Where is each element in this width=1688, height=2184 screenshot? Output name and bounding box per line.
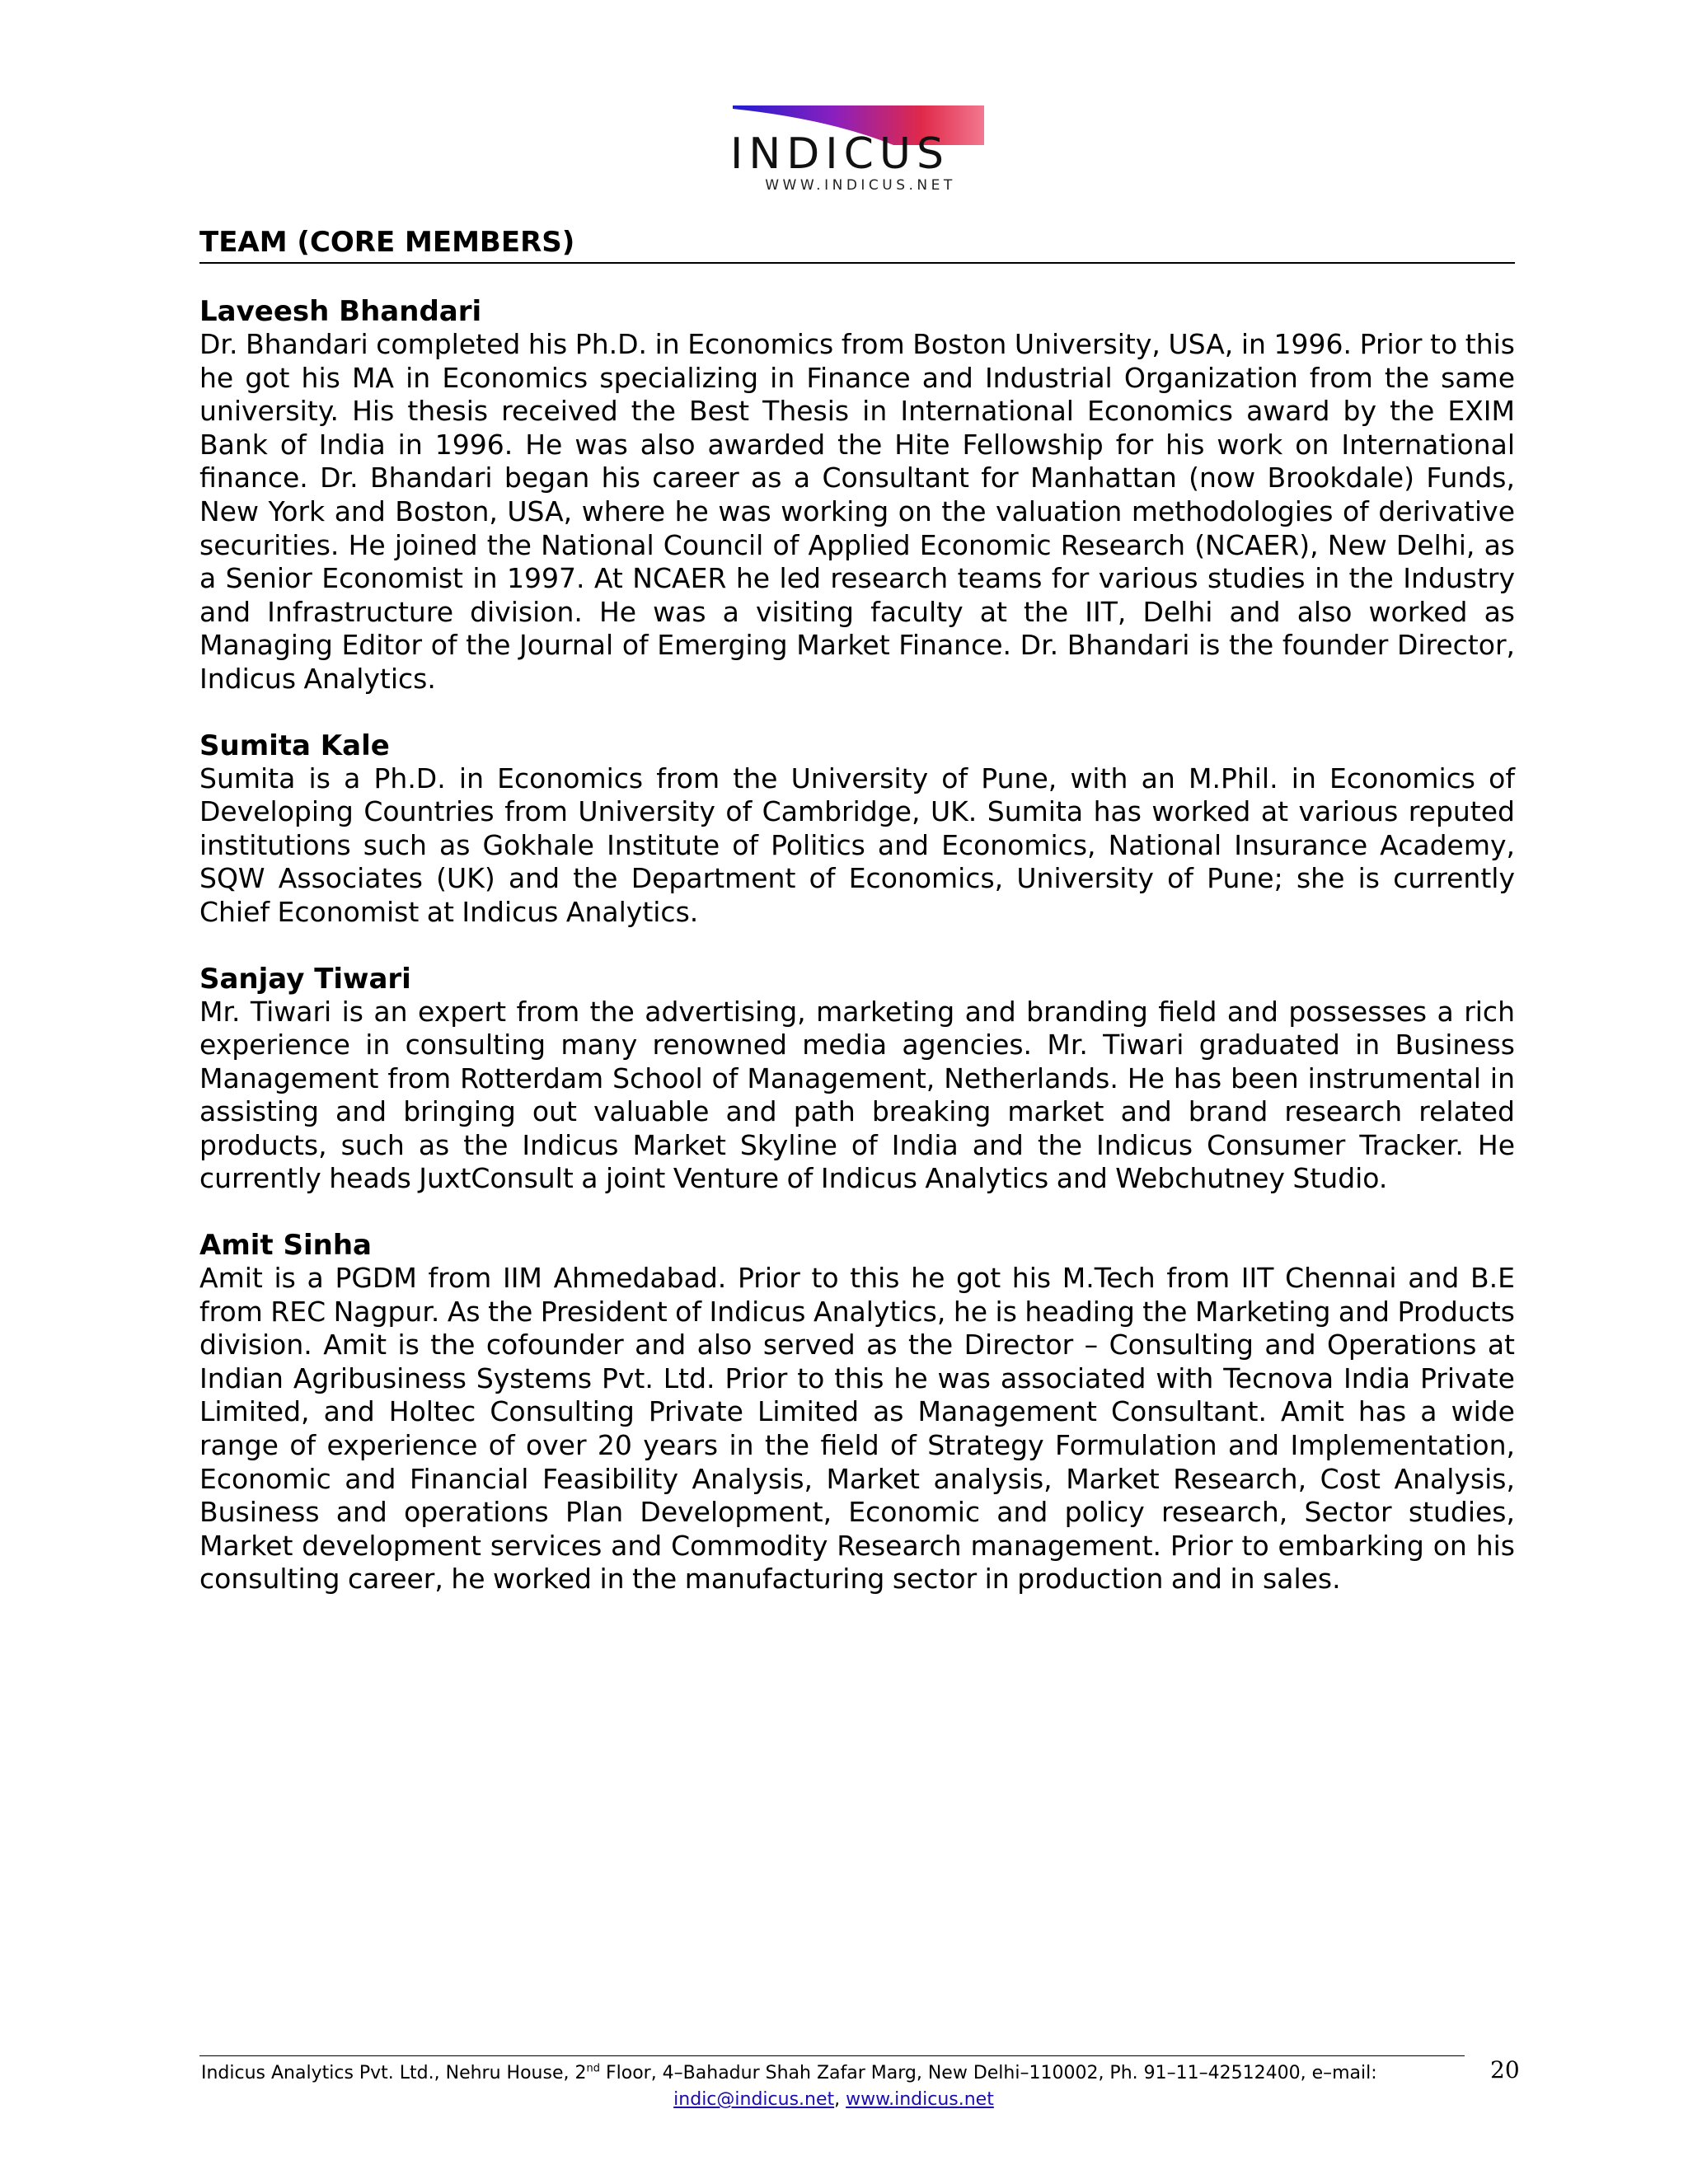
footer-address-part: Floor, 4–Bahadur Shah Zafar Marg, New Delhi–110002, Ph. 91–11–42512400, e–mail: (599, 2063, 1377, 2083)
footer-links (201, 2088, 1466, 2111)
logo-wordmark: INDICUS (730, 129, 950, 179)
member-bio: Mr. Tiwari is an expert from the advertising, marketing and branding field and possesses a rich experience in consulting many renowned media agencies. Mr. Tiwari graduated in Business Management from Rotterdam School of Management, Netherlands. He has been instrumental in assisting and bringing out valuable and path breaking market and brand research related products, such as the Indicus Market Skyline of India and the Indicus Consumer Tracker. He currently heads JuxtConsult a joint Venture of Indicus Analytics and Webchutney Studio. (199, 995, 1515, 1195)
section-title: TEAM (CORE MEMBERS) (199, 226, 1515, 264)
footer-divider (199, 2055, 1465, 2056)
logo-url: WWW.INDICUS.NET (765, 177, 956, 194)
indicus-logo (729, 104, 992, 194)
member-sumita-kale (199, 729, 1515, 930)
member-laveesh-bhandari (199, 295, 1515, 696)
footer-link-separator: , (834, 2089, 846, 2110)
website-link[interactable]: www.indicus.net (846, 2089, 994, 2110)
team-list (199, 295, 1515, 1629)
footer-address-superscript: nd (586, 2062, 600, 2075)
member-name: Laveesh Bhandari (199, 295, 482, 328)
email-link[interactable]: indic@indicus.net (673, 2089, 835, 2110)
member-name: Sanjay Tiwari (199, 962, 411, 996)
member-bio: Sumita is a Ph.D. in Economics from the University of Pune, with an M.Phil. in Economics of Developing Countries from University of Cambridge, UK. Sumita has worked at various reputed institutions such as Gokhale Institute of Politics and Economics, National Insurance Academy, SQW Associates (UK) and the Department of Economics, University of Pune; she is currently Chief Economist at Indicus Analytics. (199, 762, 1515, 928)
footer-address (201, 2062, 1466, 2085)
footer-address-part: Indicus Analytics Pvt. Ltd., Nehru House, 2 (201, 2063, 587, 2083)
member-bio: Dr. Bhandari completed his Ph.D. in Economics from Boston University, USA, in 1996. Prior to this he got his MA in Economics specializing in Finance and Industrial Organization from the same university. His thesis received the Best Thesis in International Economics award by the EXIM Bank of India in 1996. He was also awarded the Hite Fellowship for his work on International finance. Dr. Bhandari began his career as a Consultant for Manhattan (now Brookdale) Funds, New York and Boston, USA, where he was working on the valuation methodologies of derivative securities. He joined the National Council of Applied Economic Research (NCAER), New Delhi, as a Senior Economist in 1997. At NCAER he led research teams for various studies in the Industry and Infrastructure division. He was a visiting faculty at the IIT, Delhi and also worked as Managing Editor of the Journal of Emerging Market Finance. Dr. Bhandari is the founder Director, Indicus Analytics. (199, 328, 1515, 695)
member-bio: Amit is a PGDM from IIM Ahmedabad. Prior to this he got his M.Tech from IIT Chennai and B.E from REC Nagpur. As the President of Indicus Analytics, he is heading the Marketing and Products division. Amit is the cofounder and also served as the Director – Consulting and Operations at Indian Agribusiness Systems Pvt. Ltd. Prior to this he was associated with Tecnova India Private Limited, and Holtec Consulting Private Limited as Management Consultant. Amit has a wide range of experience of over 20 years in the field of Strategy Formulation and Implementation, Economic and Financial Feasibility Analysis, Market analysis, Market Research, Cost Analysis, Business and operations Plan Development, Economic and policy research, Sector studies, Market development services and Commodity Research management. Prior to embarking on his consulting career, he worked in the manufacturing sector in production and in sales. (199, 1262, 1515, 1596)
member-name: Sumita Kale (199, 729, 390, 762)
member-amit-sinha (199, 1229, 1515, 1596)
member-name: Amit Sinha (199, 1229, 372, 1263)
page-number: 20 (1490, 2056, 1520, 2083)
member-sanjay-tiwari (199, 963, 1515, 1197)
